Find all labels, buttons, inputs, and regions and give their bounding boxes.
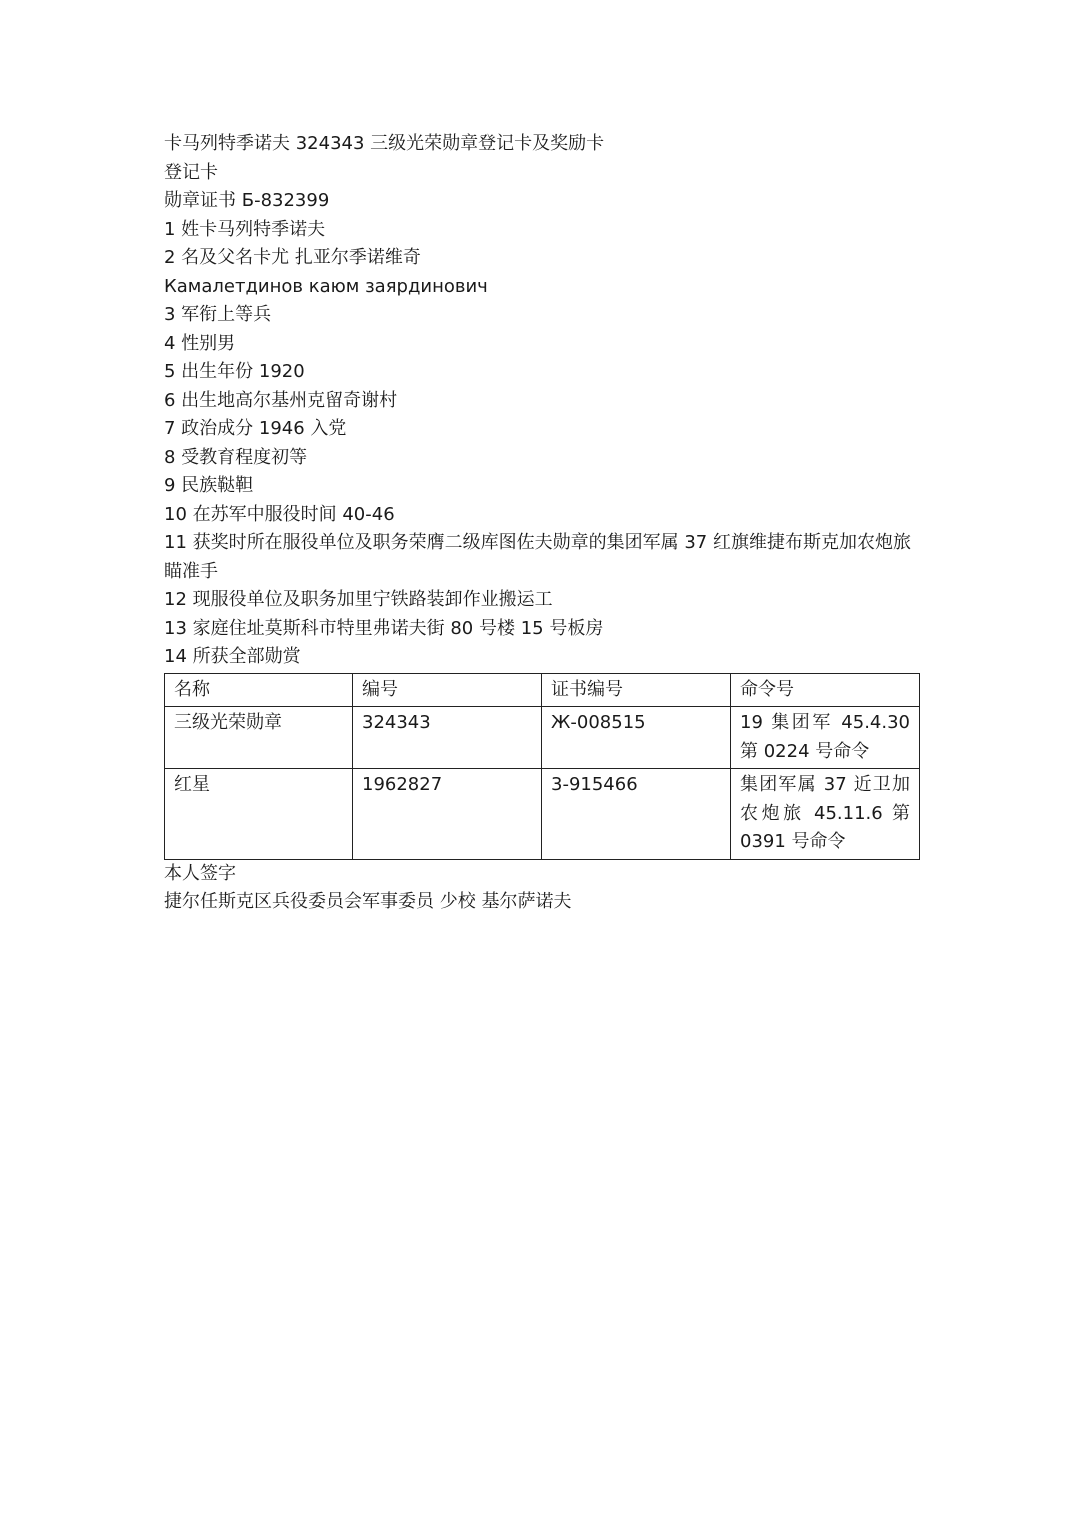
field-birthplace: 6 出生地高尔基州克留奇谢村 [164, 389, 398, 411]
header-name: 名称 [165, 673, 353, 707]
document-title: 卡马列特季诺夫 324343 三级光荣勋章登记卡及奖励卡 [164, 133, 605, 154]
document-subtitle: 登记卡 [164, 161, 218, 183]
certificate-number: 勋章证书 Б-832399 [164, 190, 330, 211]
award-number-cell: 1962827 [353, 769, 542, 860]
field-unit-at-award: 11 获奖时所在服役单位及职务荣膺二级库图佐夫勋章的集团军属 37 红旗维捷布斯克加农炮旅瞄准手 [164, 532, 911, 582]
field-service-period: 10 在苏军中服役时间 40-46 [164, 503, 395, 525]
table-header-row [165, 673, 920, 707]
awards-table [164, 673, 920, 860]
field-nationality: 9 民族鞑靼 [164, 475, 254, 496]
field-sex: 4 性别男 [164, 332, 236, 354]
award-number-cell: 324343 [353, 707, 542, 769]
field-rank: 3 军衔上等兵 [164, 304, 272, 325]
field-current-unit: 12 现服役单位及职务加里宁铁路装卸作业搬运工 [164, 589, 553, 610]
field-all-awards: 14 所获全部勋赏 [164, 646, 301, 667]
field-home-address: 13 家庭住址莫斯科市特里弗诺夫街 80 号楼 15 号板房 [164, 617, 604, 639]
award-name-cell: 红星 [165, 769, 353, 860]
award-order-cell: 19 集团军 45.4.30 第 0224 号命令 [731, 707, 920, 769]
field-name-patronymic: 2 名及父名卡尤 扎亚尔季诺维奇 [164, 247, 421, 268]
table-row [165, 769, 920, 860]
header-number: 编号 [353, 673, 542, 707]
award-name-cell: 三级光荣勋章 [165, 707, 353, 769]
field-name-russian: Камалетдинов каюм заярдинович [164, 275, 488, 297]
signature-label: 本人签字 [164, 862, 236, 884]
table-row [165, 707, 920, 769]
field-party: 7 政治成分 1946 入党 [164, 418, 347, 439]
header-certificate-number: 证书编号 [542, 673, 731, 707]
award-order-cell: 集团军属 37 近卫加农炮旅 45.11.6 第 0391 号命令 [731, 769, 920, 860]
field-education: 8 受教育程度初等 [164, 446, 308, 468]
registration-card-page [164, 130, 920, 917]
header-order-number: 命令号 [731, 673, 920, 707]
award-certificate-cell: 3-915466 [542, 769, 731, 860]
field-birth-year: 5 出生年份 1920 [164, 361, 305, 382]
field-surname: 1 姓卡马列特季诺夫 [164, 218, 326, 240]
award-certificate-cell: Ж-008515 [542, 707, 731, 769]
commissioner-line: 捷尔任斯克区兵役委员会军事委员 少校 基尔萨诺夫 [164, 891, 572, 912]
